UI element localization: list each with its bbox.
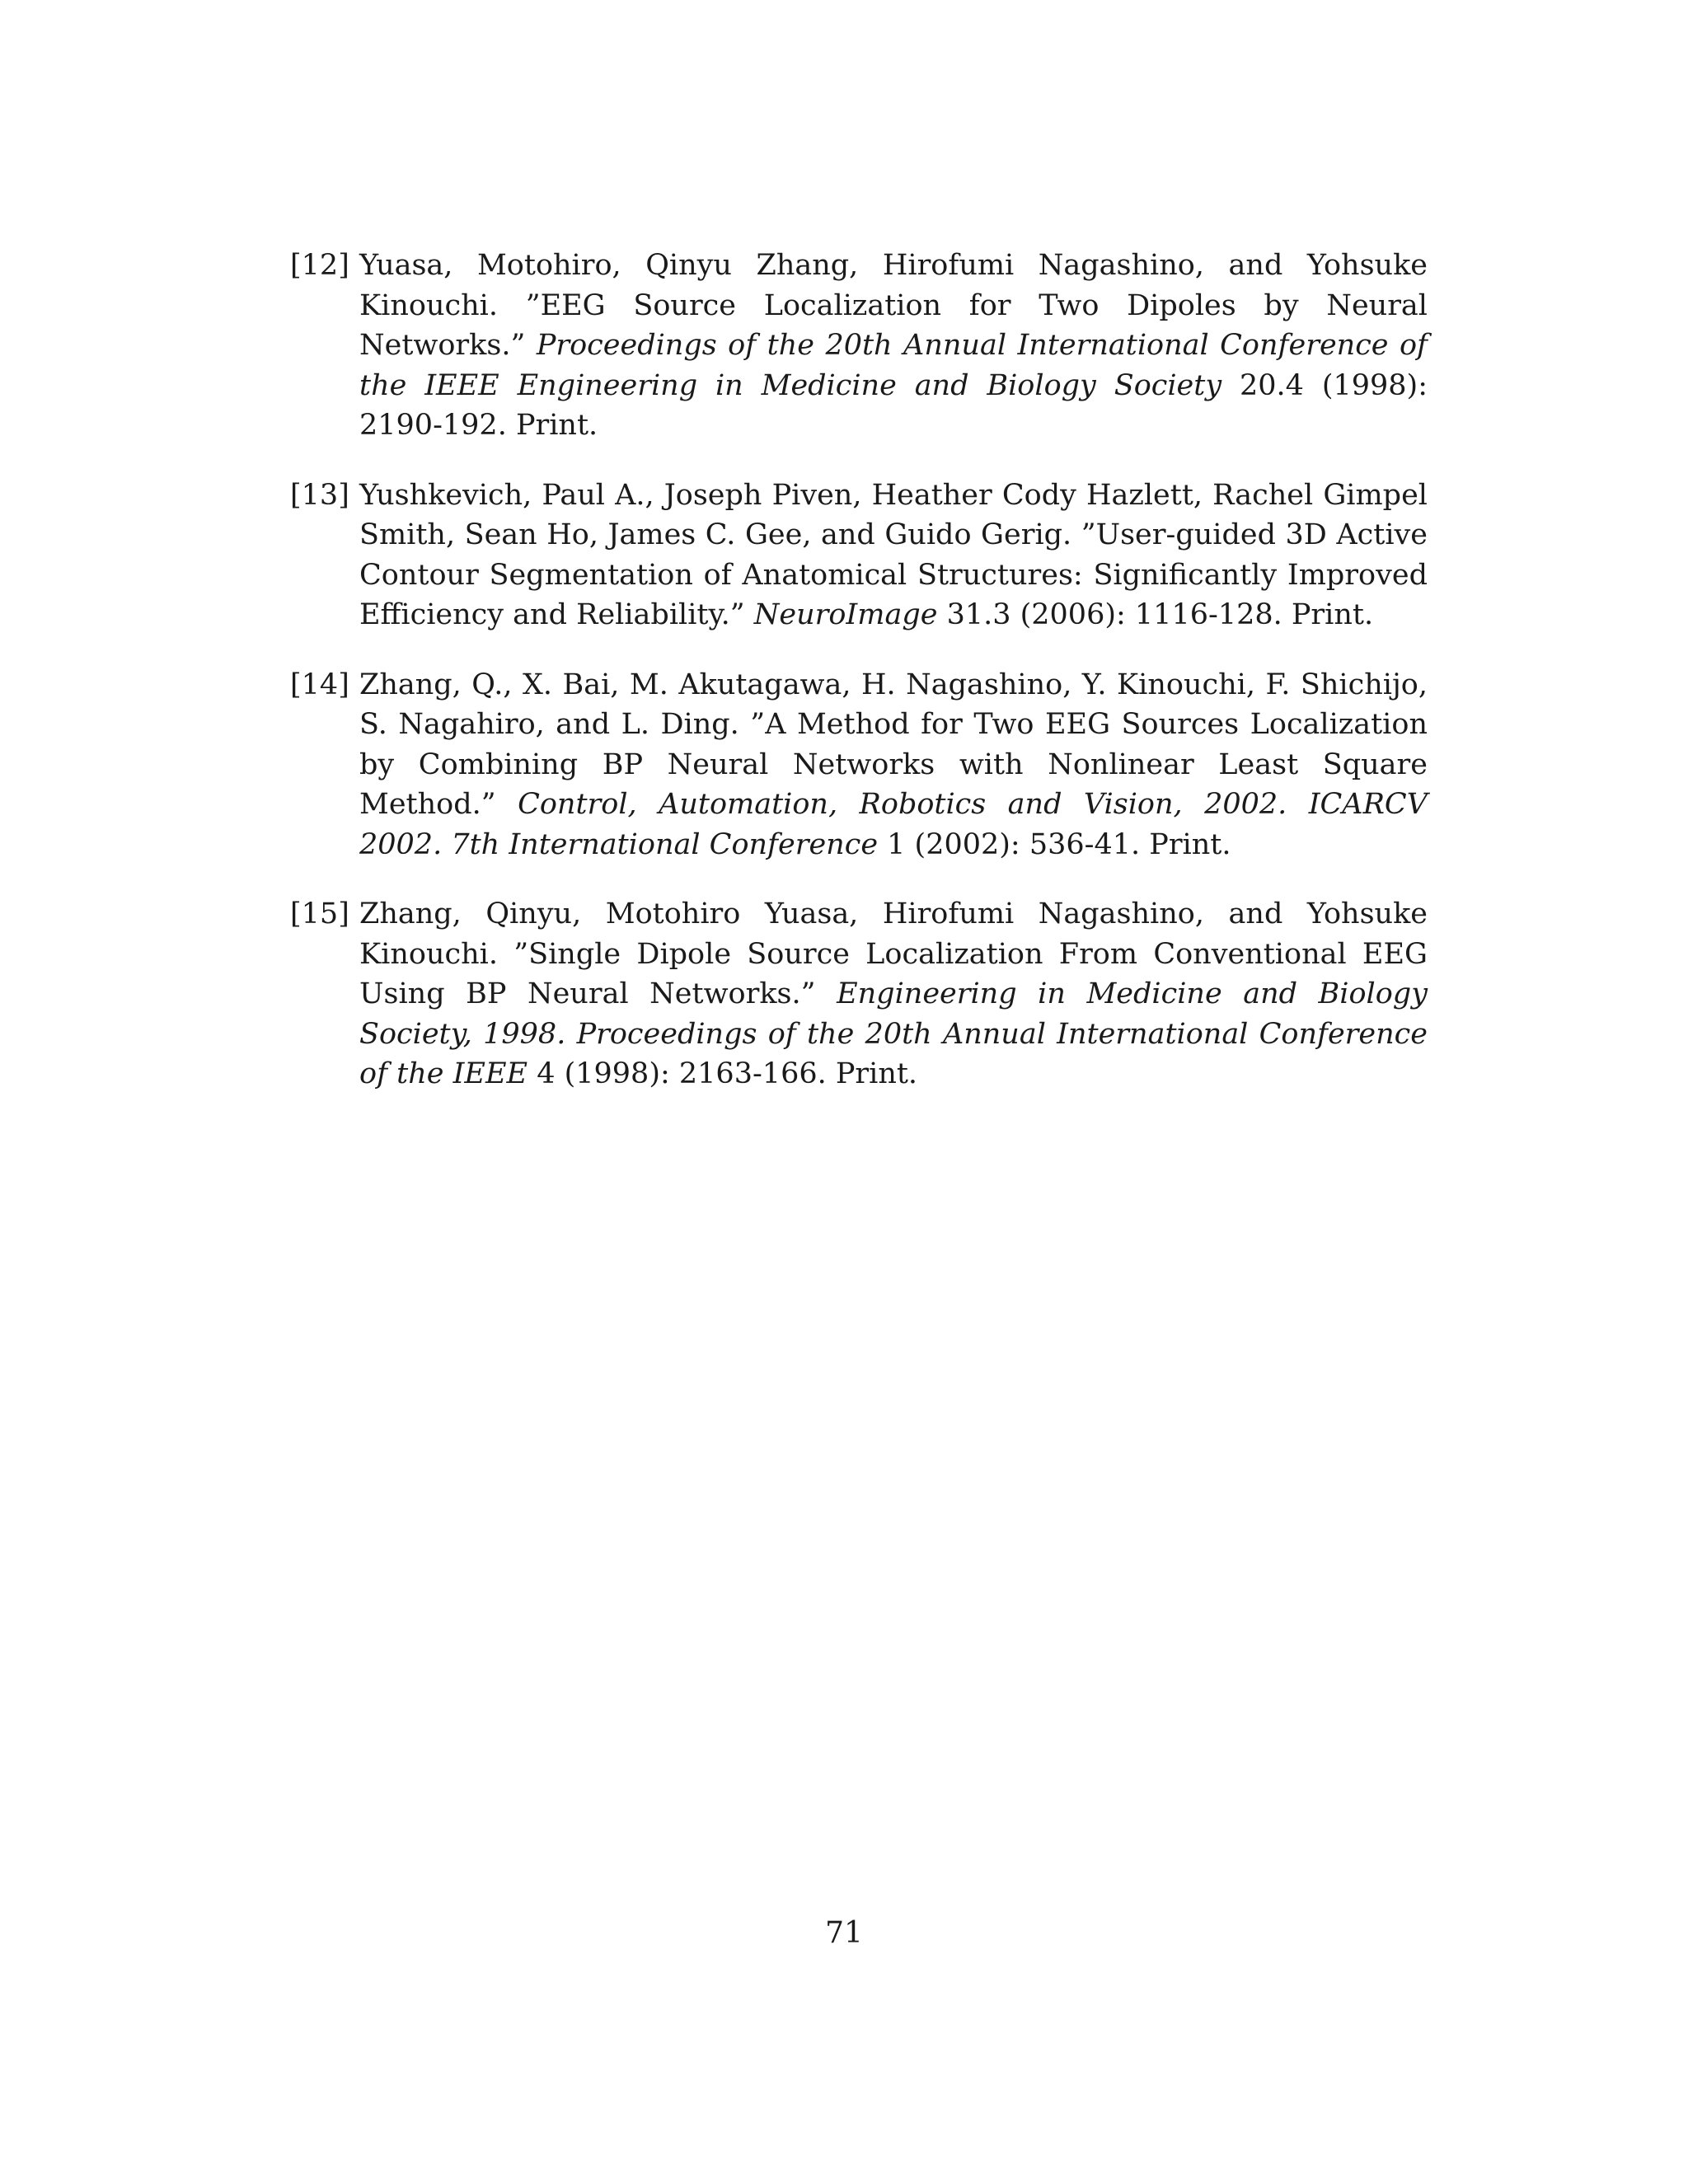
reference-authors: Yushkevich, Paul A., Joseph Piven, Heather Cody Hazlett, Rachel Gimpel Smith, Sean Ho, James C. Gee, and Guido Gerig. — [359, 478, 1428, 551]
reference-text — [359, 668, 1428, 861]
reference-text — [359, 479, 1428, 632]
reference-number: [13] — [290, 478, 349, 512]
reference-details: 31.3 (2006): 1116-128. Print. — [937, 598, 1374, 631]
reference-venue: Proceedings of the 20th Annual International Conference of the IEEE Engineering in Medicine and Biology Society — [359, 329, 1428, 402]
reference-authors: Yuasa, Motohiro, Qinyu Zhang, Hirofumi Nagashino, and Yohsuke Kinouchi. — [359, 249, 1428, 322]
reference-venue: NeuroImage — [753, 598, 938, 631]
reference-title: ”A Method for Two EEG Sources Localization by Combining BP Neural Networks with Nonlinear Least Square Method.” — [359, 708, 1428, 821]
reference-details: 1 (2002): 536-41. Print. — [878, 827, 1231, 861]
reference-item-13 — [290, 476, 1428, 635]
reference-details: 4 (1998): 2163-166. Print. — [528, 1057, 918, 1090]
page-number: 71 — [825, 1916, 863, 1950]
reference-number: [12] — [290, 249, 349, 282]
reference-venue: Engineering in Medicine and Biology Society, 1998. Proceedings of the 20th Annual International Conference of the IEEE — [359, 977, 1428, 1090]
reference-details: 20.4 (1998): 2190-192. Print. — [359, 368, 1428, 442]
reference-item-15 — [290, 894, 1428, 1094]
reference-text — [359, 249, 1428, 442]
reference-text — [359, 898, 1428, 1090]
reference-item-12 — [290, 246, 1428, 446]
reference-title: ”User-guided 3D Active Contour Segmentation of Anatomical Structures: Significantly Improved Efficiency and Reliability.” — [359, 518, 1428, 631]
reference-number: [14] — [290, 668, 349, 701]
reference-venue: Control, Automation, Robotics and Vision, 2002. ICARCV 2002. 7th International Conference — [359, 788, 1428, 861]
reference-authors: Zhang, Q., X. Bai, M. Akutagawa, H. Nagashino, Y. Kinouchi, F. Shichijo, S. Nagahiro, and L. Ding. — [359, 668, 1428, 741]
reference-title: ”Single Dipole Source Localization From Conventional EEG Using BP Neural Networks.” — [359, 937, 1428, 1010]
reference-title: ”EEG Source Localization for Two Dipoles by Neural Networks.” — [359, 288, 1428, 362]
reference-item-14 — [290, 665, 1428, 865]
reference-list — [290, 246, 1428, 1124]
reference-number: [15] — [290, 898, 349, 930]
reference-authors: Zhang, Qinyu, Motohiro Yuasa, Hirofumi Nagashino, and Yohsuke Kinouchi. — [359, 898, 1428, 971]
